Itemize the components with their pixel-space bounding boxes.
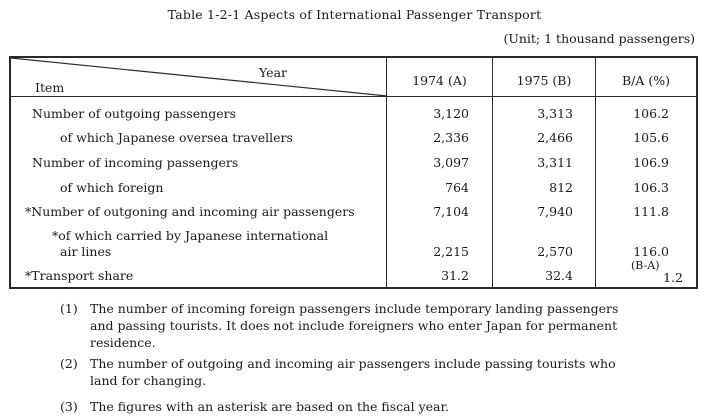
note-number: (1) bbox=[60, 301, 78, 316]
cell-1974: 3,120 bbox=[433, 106, 469, 121]
note-number: (3) bbox=[60, 399, 78, 414]
note-text: residence. bbox=[90, 335, 156, 350]
cell-1975: 7,940 bbox=[537, 204, 573, 219]
cell-1975: 812 bbox=[549, 180, 573, 195]
note-number: (2) bbox=[60, 356, 78, 371]
passenger-table bbox=[9, 56, 698, 289]
table-title: Table 1-2-1 Aspects of International Passenger Transport bbox=[167, 7, 542, 22]
note-text: land for changing. bbox=[90, 373, 207, 388]
header-diagonal bbox=[11, 58, 387, 96]
header-item: Item bbox=[35, 80, 65, 95]
row-label: *Transport share bbox=[25, 268, 134, 283]
row-label: Number of outgoing passengers bbox=[32, 106, 236, 121]
row-label: *Number of outgoning and incoming air passengers bbox=[25, 204, 355, 219]
header-divider bbox=[11, 96, 696, 97]
header-year: Year bbox=[259, 65, 287, 80]
cell-ratio: 106.2 bbox=[633, 106, 669, 121]
note-text: and passing tourists. It does not include foreigners who enter Japan for permanent bbox=[90, 318, 618, 333]
cell-1974: 764 bbox=[445, 180, 469, 195]
row-label-continued: air lines bbox=[60, 244, 112, 259]
cell-1975: 32.4 bbox=[545, 268, 573, 283]
cell-ratio: 111.8 bbox=[633, 204, 669, 219]
unit-label: (Unit; 1 thousand passengers) bbox=[503, 31, 695, 46]
ratio-note: (B-A) bbox=[631, 259, 660, 272]
cell-1975: 2,466 bbox=[537, 130, 573, 145]
cell-1974: 3,097 bbox=[433, 155, 469, 170]
row-label: of which foreign bbox=[60, 180, 164, 195]
note-text: The number of incoming foreign passengers include temporary landing passengers bbox=[90, 301, 619, 316]
note-text: The number of outgoing and incoming air passengers include passing tourists who bbox=[90, 356, 616, 371]
row-label: of which Japanese oversea travellers bbox=[60, 130, 293, 145]
row-label: Number of incoming passengers bbox=[32, 155, 239, 170]
cell-1975: 2,570 bbox=[537, 244, 573, 259]
cell-1974: 2,336 bbox=[433, 130, 469, 145]
row-label: *of which carried by Japanese international bbox=[52, 228, 329, 243]
cell-1975: 3,313 bbox=[537, 106, 573, 121]
cell-1974: 31.2 bbox=[441, 268, 469, 283]
cell-ratio: 106.3 bbox=[633, 180, 669, 195]
note-text: The figures with an asterisk are based on the fiscal year. bbox=[90, 399, 450, 414]
cell-ratio: 106.9 bbox=[633, 155, 669, 170]
cell-1975: 3,311 bbox=[537, 155, 573, 170]
cell-1974: 7,104 bbox=[433, 204, 469, 219]
header-1974: 1974 (A) bbox=[412, 73, 467, 88]
cell-ratio: 116.0 bbox=[633, 244, 669, 259]
header-ratio: B/A (%) bbox=[621, 73, 671, 88]
cell-ratio: 1.2 bbox=[663, 270, 683, 285]
cell-1974: 2,215 bbox=[433, 244, 469, 259]
cell-ratio: 105.6 bbox=[633, 130, 669, 145]
header-1975: 1975 (B) bbox=[516, 73, 572, 88]
